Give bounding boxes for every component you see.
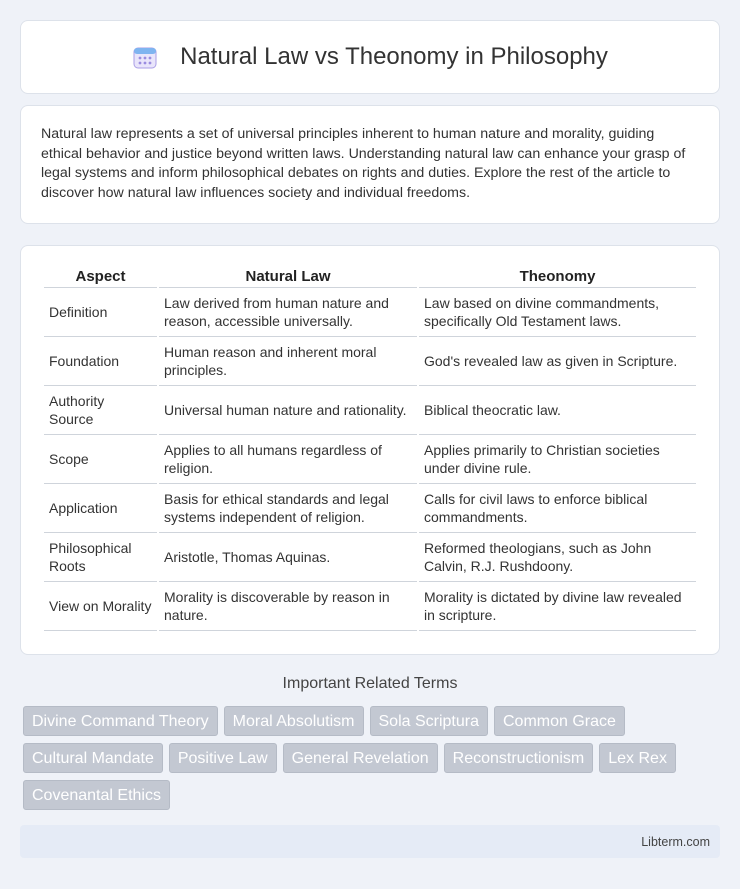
natural-law-cell: Basis for ethical standards and legal systems independent of religion.	[159, 484, 417, 533]
footer-site-link[interactable]: Libterm.com	[641, 834, 710, 849]
intro-card	[20, 105, 720, 224]
aspect-cell: Authority Source	[44, 386, 157, 435]
natural-law-cell: Morality is discoverable by reason in nature.	[159, 582, 417, 631]
related-term-tag[interactable]: Reconstructionism	[444, 743, 594, 773]
natural-law-cell: Human reason and inherent moral principles.	[159, 337, 417, 386]
aspect-cell: Application	[44, 484, 157, 533]
related-terms-list	[23, 706, 723, 810]
natural-law-cell: Universal human nature and rationality.	[159, 386, 417, 435]
natural-law-cell: Aristotle, Thomas Aquinas.	[159, 533, 417, 582]
natural-law-cell: Applies to all humans regardless of religion.	[159, 435, 417, 484]
aspect-cell: Definition	[44, 288, 157, 337]
related-term-tag[interactable]: Lex Rex	[599, 743, 676, 773]
column-header-theonomy: Theonomy	[419, 262, 696, 288]
related-term-tag[interactable]: Common Grace	[494, 706, 625, 736]
table-row	[44, 484, 696, 533]
theonomy-cell: Morality is dictated by divine law revealed in scripture.	[419, 582, 696, 631]
related-term-tag[interactable]: Moral Absolutism	[224, 706, 364, 736]
related-term-tag[interactable]: General Revelation	[283, 743, 438, 773]
page-header	[20, 20, 720, 94]
related-term-tag[interactable]: Sola Scriptura	[370, 706, 489, 736]
theonomy-cell: Calls for civil laws to enforce biblical commandments.	[419, 484, 696, 533]
page-title: Natural Law vs Theonomy in Philosophy	[180, 43, 608, 70]
related-term-tag[interactable]: Divine Command Theory	[23, 706, 218, 736]
table-row	[44, 386, 696, 435]
aspect-cell: Scope	[44, 435, 157, 484]
table-row	[44, 435, 696, 484]
calendar-icon	[132, 44, 158, 70]
comparison-card	[20, 245, 720, 655]
table-row	[44, 337, 696, 386]
theonomy-cell: Biblical theocratic law.	[419, 386, 696, 435]
related-term-tag[interactable]: Cultural Mandate	[23, 743, 163, 773]
aspect-cell: Foundation	[44, 337, 157, 386]
related-term-tag[interactable]: Positive Law	[169, 743, 277, 773]
table-row	[44, 533, 696, 582]
theonomy-cell: Applies primarily to Christian societies under divine rule.	[419, 435, 696, 484]
natural-law-cell: Law derived from human nature and reason, accessible universally.	[159, 288, 417, 337]
aspect-cell: View on Morality	[44, 582, 157, 631]
column-header-aspect: Aspect	[44, 262, 157, 288]
related-term-tag[interactable]: Covenantal Ethics	[23, 780, 170, 810]
aspect-cell: Philosophical Roots	[44, 533, 157, 582]
theonomy-cell: Law based on divine commandments, specifically Old Testament laws.	[419, 288, 696, 337]
table-row	[44, 582, 696, 631]
intro-text: Natural law represents a set of universal principles inherent to human nature and morality, guiding ethical behavior and justice beyond written laws. Understanding natural law can enhance your grasp of legal systems and inform philosophical debates on rights and duties. Explore the rest of the article to discover how natural law influences society and individual freedoms.	[41, 126, 686, 201]
footer	[20, 825, 720, 858]
related-terms-heading: Important Related Terms	[282, 675, 458, 692]
table-header-row	[44, 262, 696, 288]
theonomy-cell: God's revealed law as given in Scripture.	[419, 337, 696, 386]
table-row	[44, 288, 696, 337]
column-header-natural-law: Natural Law	[159, 262, 417, 288]
comparison-table	[42, 262, 698, 631]
theonomy-cell: Reformed theologians, such as John Calvin, R.J. Rushdoony.	[419, 533, 696, 582]
